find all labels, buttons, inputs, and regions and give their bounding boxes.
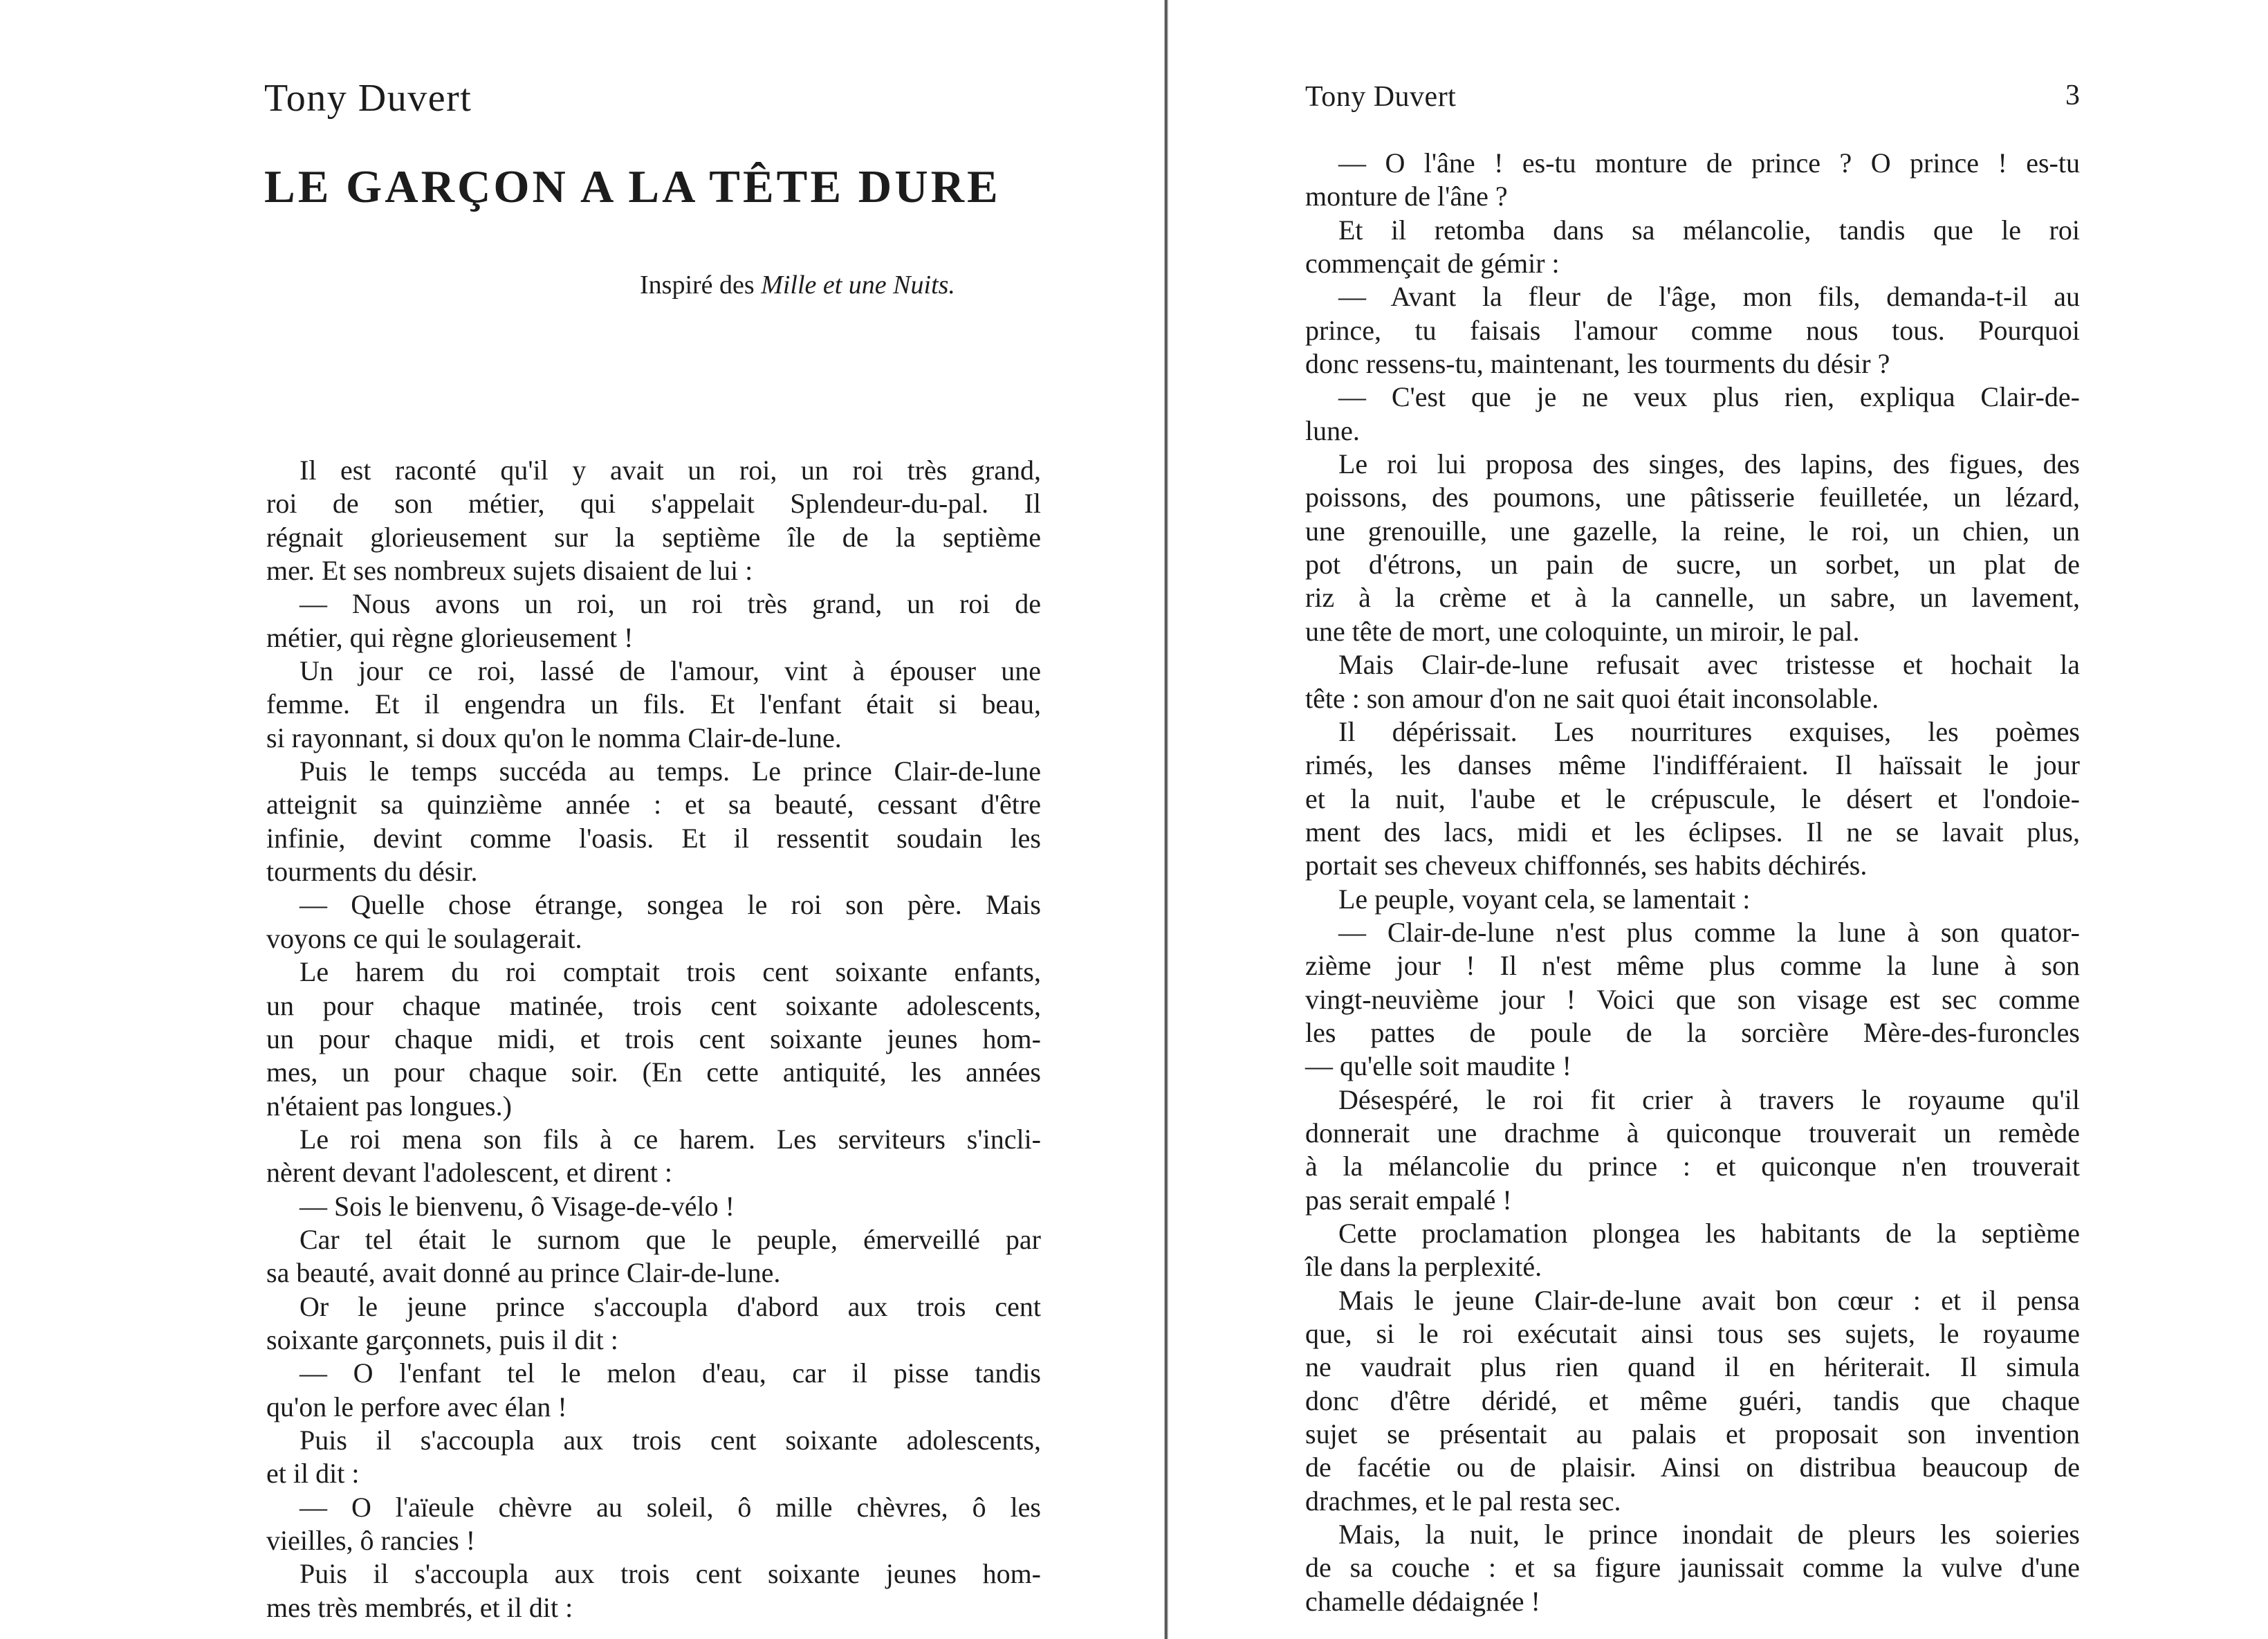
- text-line: vingt-neuvième jour ! Voici que son visage est sec comme: [1305, 983, 2080, 1015]
- text-line: Cette proclamation plongea les habitants de la septième: [1338, 1218, 2080, 1249]
- author-name: Tony Duvert: [264, 77, 472, 120]
- left-page-body-text: [266, 454, 1041, 1624]
- text-line: et la nuit, l'aube et le crépuscule, le désert et l'ondoie-: [1305, 782, 2080, 814]
- text-line: Puis le temps succéda au temps. Le prince Clair-de-lune: [299, 756, 1041, 787]
- text-line: rimés, les danses même l'indifféraient. Il haïssait le jour: [1305, 749, 2080, 781]
- text-line: de sa couche : et sa figure jaunissait comme la vulve d'une: [1305, 1552, 2080, 1584]
- text-line: une grenouille, une gazelle, la reine, le roi, un chien, un: [1305, 515, 2080, 547]
- text-line: — Nous avons un roi, un roi très grand, un roi de: [299, 588, 1041, 620]
- text-line: — C'est que je ne veux plus rien, expliqua Clair-de-: [1338, 381, 2080, 413]
- text-line: donnerait une drachme à quiconque trouverait un remède: [1305, 1117, 2080, 1148]
- text-line: ment des lacs, midi et les éclipses. Il ne se lavait plus,: [1305, 816, 2080, 848]
- text-line: Désespéré, le roi fit crier à travers le royaume qu'il: [1338, 1083, 2080, 1115]
- text-line: commençait de gémir :: [1305, 248, 1560, 280]
- text-line: Le harem du roi comptait trois cent soixante enfants,: [299, 956, 1041, 988]
- text-line: riz à la crème et à la cannelle, un sabre, un lavement,: [1305, 582, 2080, 614]
- text-line: à la mélancolie du prince : et quiconque n'en trouverait: [1305, 1151, 2080, 1182]
- text-line: pot d'étrons, un pain de sucre, un sorbet, un plat de: [1305, 549, 2080, 580]
- text-line: Puis il s'accoupla aux trois cent soixante adolescents,: [299, 1424, 1041, 1456]
- text-line: donc ressens-tu, maintenant, les tourments du désir ?: [1305, 348, 1890, 380]
- text-line: — qu'elle soit maudite !: [1305, 1050, 1571, 1082]
- text-line: les pattes de poule de la sorcière Mère-des-furoncles: [1305, 1016, 2080, 1048]
- text-line: monture de l'âne ?: [1305, 181, 1508, 212]
- page-number: 3: [2065, 80, 2080, 111]
- text-line: lune.: [1305, 414, 1360, 446]
- text-line: Il dépérissait. Les nourritures exquises, les poèmes: [1338, 715, 2080, 747]
- text-line: et il dit :: [266, 1458, 360, 1490]
- text-line: de facétie ou de plaisir. Ainsi on distribua beaucoup de: [1305, 1452, 2080, 1483]
- text-line: sa beauté, avait donné au prince Clair-de-lune.: [266, 1257, 781, 1289]
- text-line: mer. Et ses nombreux sujets disaient de lui :: [266, 555, 753, 587]
- text-line: voyons ce qui le soulagerait.: [266, 922, 582, 954]
- text-line: ne vaudrait plus rien quand il en hériterait. Il simula: [1305, 1351, 2080, 1383]
- running-head: Tony Duvert: [1305, 81, 1457, 113]
- text-line: roi de son métier, qui s'appelait Splendeur-du-pal. Il: [266, 488, 1041, 520]
- epigraph-source-title: Mille et une Nuits.: [761, 271, 955, 300]
- text-line: portait ses cheveux chiffonnés, ses habits déchirés.: [1305, 850, 1868, 881]
- text-line: drachmes, et le pal resta sec.: [1305, 1485, 1621, 1517]
- text-line: zième jour ! Il n'est même plus comme la lune à son: [1305, 950, 2080, 982]
- text-line: infinie, devint comme l'oasis. Et il ressentit soudain les: [266, 822, 1041, 854]
- epigraph: [640, 270, 955, 300]
- text-line: mes, un pour chaque soir. (En cette antiquité, les années: [266, 1056, 1041, 1088]
- story-title: LE GARÇON A LA TÊTE DURE: [264, 161, 1001, 212]
- text-line: prince, tu faisais l'amour comme nous tous. Pourquoi: [1305, 314, 2080, 346]
- text-line: chamelle dédaignée !: [1305, 1585, 1540, 1617]
- epigraph-prefix: Inspiré des: [640, 271, 762, 300]
- text-line: Car tel était le surnom que le peuple, émerveillé par: [299, 1223, 1041, 1255]
- text-line: si rayonnant, si doux qu'on le nomma Clair-de-lune.: [266, 722, 842, 753]
- text-line: n'étaient pas longues.): [266, 1090, 512, 1121]
- text-line: Le peuple, voyant cela, se lamentait :: [1338, 883, 1751, 915]
- text-line: Puis il s'accoupla aux trois cent soixante jeunes hom-: [299, 1558, 1041, 1590]
- text-line: Le roi mena son fils à ce harem. Les serviteurs s'incli-: [299, 1123, 1041, 1155]
- text-line: un pour chaque matinée, trois cent soixante adolescents,: [266, 989, 1041, 1021]
- text-line: Or le jeune prince s'accoupla d'abord aux trois cent: [299, 1290, 1041, 1322]
- text-line: — Clair-de-lune n'est plus comme la lune à son quator-: [1338, 916, 2080, 948]
- text-line: donc d'être déridé, et même guéri, tandis que chaque: [1305, 1384, 2080, 1416]
- text-line: — O l'enfant tel le melon d'eau, car il pisse tandis: [299, 1357, 1041, 1389]
- text-line: — O l'aïeule chèvre au soleil, ô mille chèvres, ô les: [299, 1491, 1041, 1523]
- text-line: qu'on le perfore avec élan !: [266, 1391, 567, 1422]
- text-line: — Quelle chose étrange, songea le roi son père. Mais: [299, 889, 1041, 921]
- text-line: Il est raconté qu'il y avait un roi, un roi très grand,: [299, 455, 1041, 486]
- text-line: — Avant la fleur de l'âge, mon fils, demanda-t-il au: [1338, 281, 2080, 313]
- text-line: mes très membrés, et il dit :: [266, 1591, 573, 1623]
- text-line: île dans la perplexité.: [1305, 1251, 1542, 1283]
- text-line: un pour chaque midi, et trois cent soixante jeunes hom-: [266, 1023, 1041, 1054]
- text-line: — Sois le bienvenu, ô Visage-de-vélo !: [299, 1190, 735, 1222]
- text-line: régnait glorieusement sur la septième île de la septième: [266, 521, 1041, 553]
- text-line: atteignit sa quinzième année : et sa beauté, cessant d'être: [266, 789, 1041, 821]
- text-line: Le roi lui proposa des singes, des lapins, des figues, des: [1338, 448, 2080, 480]
- text-line: — O l'âne ! es-tu monture de prince ? O prince ! es-tu: [1338, 147, 2080, 178]
- text-line: femme. Et il engendra un fils. Et l'enfant était si beau,: [266, 688, 1041, 720]
- text-line: Et il retomba dans sa mélancolie, tandis que le roi: [1338, 214, 2080, 246]
- text-line: Un jour ce roi, lassé de l'amour, vint à épouser une: [299, 655, 1041, 687]
- text-line: tourments du désir.: [266, 856, 478, 888]
- text-line: pas serait empalé !: [1305, 1184, 1512, 1216]
- text-line: vieilles, ô rancies !: [266, 1525, 476, 1556]
- text-line: tête : son amour d'on ne sait quoi était inconsolable.: [1305, 682, 1879, 714]
- text-line: une tête de mort, une coloquinte, un miroir, le pal.: [1305, 615, 1860, 647]
- text-line: poissons, des poumons, une pâtisserie feuilletée, un lézard,: [1305, 482, 2080, 513]
- text-line: Mais Clair-de-lune refusait avec tristesse et hochait la: [1338, 649, 2080, 681]
- text-line: nèrent devant l'adolescent, et dirent :: [266, 1157, 672, 1189]
- text-line: soixante garçonnets, puis il dit :: [266, 1324, 618, 1355]
- text-line: que, si le roi exécutait ainsi tous ses sujets, le royaume: [1305, 1318, 2080, 1350]
- text-line: Mais, la nuit, le prince inondait de pleurs les soieries: [1338, 1519, 2080, 1550]
- right-page-body-text: [1305, 147, 2080, 1618]
- text-line: sujet se présentait au palais et proposait son invention: [1305, 1418, 2080, 1450]
- text-line: métier, qui règne glorieusement !: [266, 621, 634, 653]
- text-line: Mais le jeune Clair-de-lune avait bon cœur : et il pensa: [1338, 1284, 2080, 1316]
